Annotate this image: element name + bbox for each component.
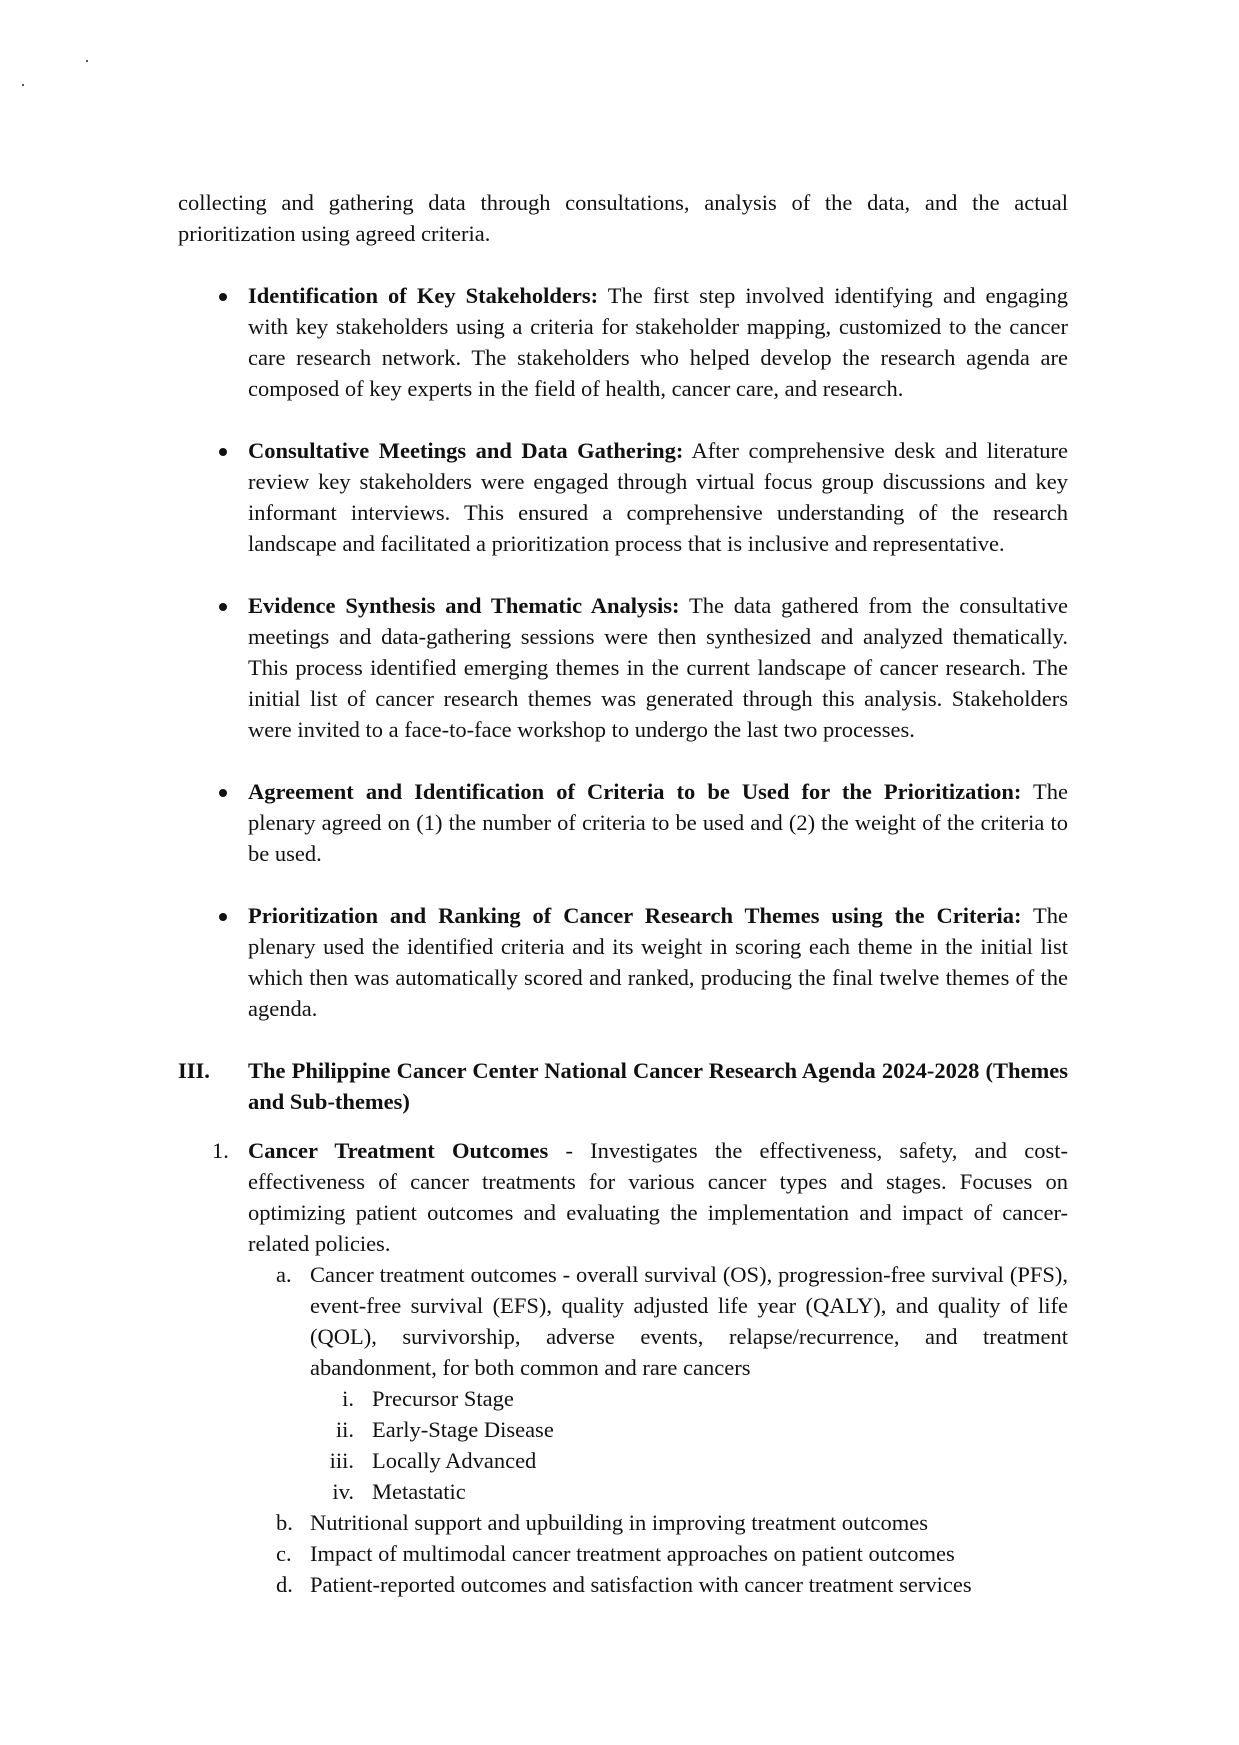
bullet-text: The data gathered from the consultative meetings and data-gathering sessions were then synthesized and analyzed thematically. This process identified emerging themes in the current landscape of cancer research. The initial list of cancer research themes was generated through this analysis. Stakeholders were invited to a face-to-face workshop to undergo the last two processes. bbox=[248, 593, 1068, 742]
bullet-title: Prioritization and Ranking of Cancer Research Themes using the Criteria: bbox=[248, 903, 1022, 928]
stage-text: Precursor Stage bbox=[372, 1386, 514, 1411]
section-number: III. bbox=[178, 1058, 210, 1083]
subtheme-letter: d. bbox=[276, 1572, 293, 1597]
subtheme-letter: c. bbox=[276, 1541, 292, 1566]
stage-numeral: ii. bbox=[335, 1417, 354, 1442]
bullet-title: Identification of Key Stakeholders: bbox=[248, 283, 599, 308]
stage-item bbox=[302, 1383, 1068, 1414]
theme-text: - Investigates the effectiveness, safety, and cost-effectiveness of cancer treatments for various cancer types and stages. Focuses on optimizing patient outcomes and evaluating the implementation and impact of cancer-related policies. bbox=[248, 1138, 1068, 1256]
subtheme-text: Nutritional support and upbuilding in improving treatment outcomes bbox=[310, 1510, 929, 1535]
subtheme-item bbox=[240, 1507, 1068, 1538]
stage-item bbox=[302, 1414, 1068, 1445]
subtheme-item bbox=[240, 1538, 1068, 1569]
theme-number: 1. bbox=[212, 1138, 229, 1163]
stage-text: Early-Stage Disease bbox=[372, 1417, 554, 1442]
bullet-title: Agreement and Identification of Criteria to be Used for the Prioritization: bbox=[248, 779, 1022, 804]
theme-list bbox=[178, 1135, 1068, 1600]
document-page bbox=[178, 187, 1068, 1600]
stage-item bbox=[302, 1476, 1068, 1507]
stage-item bbox=[302, 1445, 1068, 1476]
stage-numeral: iv. bbox=[332, 1479, 354, 1504]
bullet-text: After comprehensive desk and literature review key stakeholders were engaged through virtual focus group discussions and key informant interviews. This ensured a comprehensive understanding of the research landscape and facilitated a prioritization process that is inclusive and representative. bbox=[248, 438, 1068, 556]
subtheme-text: Impact of multimodal cancer treatment approaches on patient outcomes bbox=[310, 1541, 955, 1566]
bullet-item bbox=[178, 776, 1068, 869]
stage-numeral: iii. bbox=[329, 1448, 354, 1473]
process-bullet-list bbox=[178, 280, 1068, 1024]
subtheme-list bbox=[248, 1259, 1068, 1600]
stage-numeral: i. bbox=[342, 1386, 354, 1411]
subtheme-text: Patient-reported outcomes and satisfaction with cancer treatment services bbox=[310, 1572, 972, 1597]
scan-speck bbox=[22, 84, 24, 86]
scan-speck bbox=[86, 60, 88, 62]
bullet-icon bbox=[219, 603, 227, 611]
stage-text: Metastatic bbox=[372, 1479, 466, 1504]
bullet-item bbox=[178, 280, 1068, 404]
stage-list bbox=[310, 1383, 1068, 1507]
subtheme-item bbox=[240, 1569, 1068, 1600]
bullet-text: The first step involved identifying and engaging with key stakeholders using a criteria for stakeholder mapping, customized to the cancer care research network. The stakeholders who helped develop the research agenda are composed of key experts in the field of health, cancer care, and research. bbox=[248, 283, 1068, 401]
intro-paragraph: collecting and gathering data through consultations, analysis of the data, and the actual prioritization using agreed criteria. bbox=[178, 190, 1068, 246]
bullet-title: Evidence Synthesis and Thematic Analysis: bbox=[248, 593, 680, 618]
subtheme-letter: b. bbox=[276, 1510, 293, 1535]
bullet-text: The plenary used the identified criteria and its weight in scoring each theme in the initial list which then was automatically scored and ranked, producing the final twelve themes of the agenda. bbox=[248, 903, 1068, 1021]
section-title: The Philippine Cancer Center National Cancer Research Agenda 2024-2028 (Themes and Sub-themes) bbox=[248, 1058, 1068, 1114]
bullet-icon bbox=[219, 448, 227, 456]
bullet-icon bbox=[219, 293, 227, 301]
theme-title: Cancer Treatment Outcomes bbox=[248, 1138, 549, 1163]
theme-description bbox=[248, 1135, 1068, 1259]
subtheme-text: Cancer treatment outcomes - overall survival (OS), progression-free survival (PFS), event-free survival (EFS), quality adjusted life year (QALY), and quality of life (QOL), survivorship, adverse events, relapse/recurrence, and treatment abandonment, for both common and rare cancers bbox=[310, 1262, 1068, 1380]
stage-text: Locally Advanced bbox=[372, 1448, 537, 1473]
subtheme-letter: a. bbox=[276, 1262, 292, 1287]
bullet-item bbox=[178, 590, 1068, 745]
section-heading bbox=[178, 1055, 1068, 1117]
bullet-text: The plenary agreed on (1) the number of criteria to be used and (2) the weight of the criteria to be used. bbox=[248, 779, 1068, 866]
bullet-icon bbox=[219, 789, 227, 797]
bullet-item bbox=[178, 900, 1068, 1024]
bullet-title: Consultative Meetings and Data Gathering: bbox=[248, 438, 684, 463]
bullet-item bbox=[178, 435, 1068, 559]
bullet-icon bbox=[219, 913, 227, 921]
theme-item bbox=[178, 1135, 1068, 1600]
subtheme-item bbox=[240, 1259, 1068, 1507]
